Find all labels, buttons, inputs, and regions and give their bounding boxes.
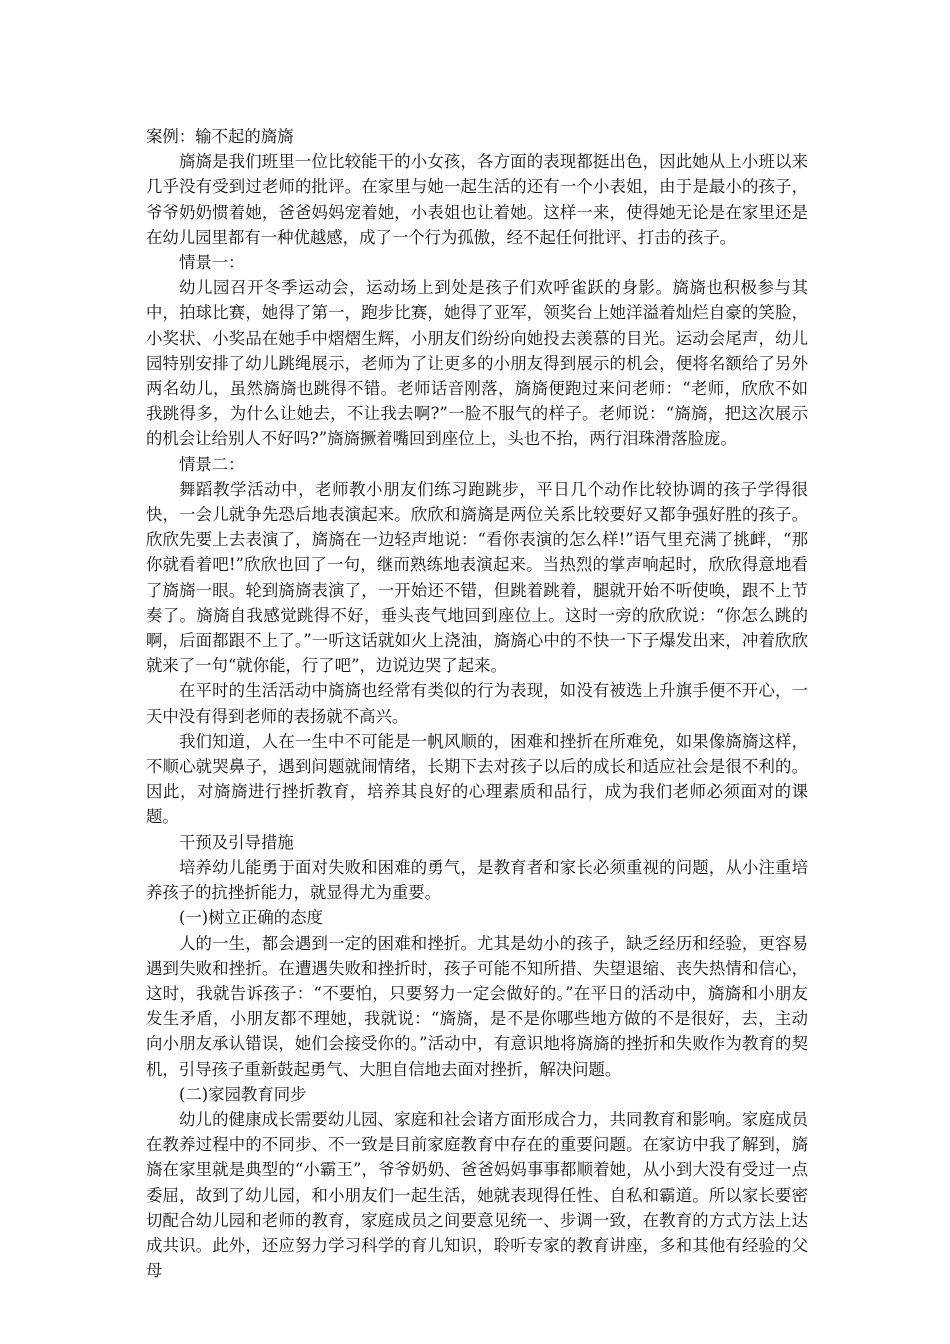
document-body [146,124,808,1283]
heading-measures: 干预及引导措施 [179,832,294,852]
paragraph-home-school: 幼儿的健康成长需要幼儿园、家庭和社会诸方面形成合力，共同教育和影响。家庭成员在教养过程中的不同步、不一致是目前家庭教育中存在的重要问题。在家访中我了解到，旖旖在家里就是典型的“小霸王”，爷爷奶奶、爸爸妈妈事事都顺着她，从小到大没有受过一点委屈，故到了幼儿园，和小朋友们一起生活，她就表现得任性、自私和霸道。所以家长要密切配合幼儿园和老师的教育，家庭成员之间要意见统一、步调一致，在教育的方式方法上达成共识。此外，还应努力学习科学的育儿知识，聆听专家的教育讲座，多和其他有经验的父母 [146,1109,808,1281]
heading-home-school: (二)家园教育同步 [179,1084,307,1104]
paragraph-attitude: 人的一生，都会遇到一定的困难和挫折。尤其是幼小的孩子，缺乏经历和经验，更容易遇到失败和挫折。在遭遇失败和挫折时，孩子可能不知所措、失望退缩、丧失热情和信心，这时，我就告诉孩子：“不要怕，只要努力一定会做好的。”在平日的活动中，旖旖和小朋友发生矛盾，小朋友都不理她，我就说：“旖旖，是不是你哪些地方做的不是很好，去，主动向小朋友承认错误，她们会接受你的。”活动中，有意识地将旖旖的挫折和失败作为教育的契机，引导孩子重新鼓起勇气、大胆自信地去面对挫折，解决问题。 [146,933,808,1079]
paragraph-measures-intro: 培养幼儿能勇于面对失败和困难的勇气，是教育者和家长必须重视的问题，从小注重培养孩子的抗挫折能力，就显得尤为重要。 [146,857,808,903]
heading-scene-two: 情景二： [179,454,245,474]
paragraph-daily-behavior: 在平时的生活活动中旖旖也经常有类似的行为表现，如没有被选上升旗手便不开心，一天中没有得到老师的表扬就不高兴。 [146,681,808,726]
paragraph-scene-two: 舞蹈教学活动中，老师教小朋友们练习跑跳步，平日几个动作比较协调的孩子学得很快，一会儿就争先恐后地表演起来。欣欣和旖旖是两位关系比较要好又都争强好胜的孩子。欣欣先要上去表演了，旖旖在一边轻声地说：“看你表演的怎么样!”语气里充满了挑衅，“那你就看着吧!”欣欣也回了一句，继而熟练地表演起来。当热烈的掌声响起时，欣欣得意地看了旖旖一眼。轮到旖旖表演了，一开始还不错，但跳着跳着，腿就开始不听使唤，跟不上节奏了。旖旖自我感觉跳得不好，垂头丧气地回到座位上。这时一旁的欣欣说：“你怎么跳的啊，后面都跟不上了。”一听这话就如火上浇油，旖旖心中的不快一下子爆发出来，冲着欣欣就来了一句“就你能，行了吧”，边说边哭了起来。 [146,479,808,676]
paragraph-analysis: 我们知道，人在一生中不可能是一帆风顺的，困难和挫折在所难免，如果像旖旖这样，不顺心就哭鼻子，遇到问题就闹情绪，长期下去对孩子以后的成长和适应社会是很不利的。因此，对旖旖进行挫折教育，培养其良好的心理素质和品行，成为我们老师必须面对的课题。 [146,731,808,827]
document-title: 案例：输不起的旖旖 [146,127,294,146]
heading-scene-one: 情景一： [179,253,245,273]
paragraph-intro: 旖旖是我们班里一位比较能干的小女孩，各方面的表现都挺出色，因此她从上小班以来几乎没有受到过老师的批评。在家里与她一起生活的还有一个小表姐，由于是最小的孩子，爷爷奶奶惯着她，爸爸妈妈宠着她，小表姐也让着她。这样一来，使得她无论是在家里还是在幼儿园里都有一种优越感，成了一个行为孤傲，经不起任何批评、打击的孩子。 [146,152,808,247]
heading-attitude: (一)树立正确的态度 [179,908,323,928]
paragraph-scene-one: 幼儿园召开冬季运动会，运动场上到处是孩子们欢呼雀跃的身影。旖旖也积极参与其中，拍球比赛，她得了第一，跑步比赛，她得了亚军，领奖台上她洋溢着灿烂自豪的笑脸，小奖状、小奖品在她手中熠熠生辉，小朋友们纷纷向她投去羡慕的目光。运动会尾声，幼儿园特别安排了幼儿跳绳展示，老师为了让更多的小朋友得到展示的机会，便将名额给了另外两名幼儿，虽然旖旖也跳得不错。老师话音刚落，旖旖便跑过来问老师：“老师，欣欣不如我跳得多，为什么让她去，不让我去啊?”一脸不服气的样子。老师说：“旖旖，把这次展示的机会让给别人不好吗?”旖旖撅着嘴回到座位上，头也不抬，两行泪珠滑落脸庞。 [146,278,808,449]
